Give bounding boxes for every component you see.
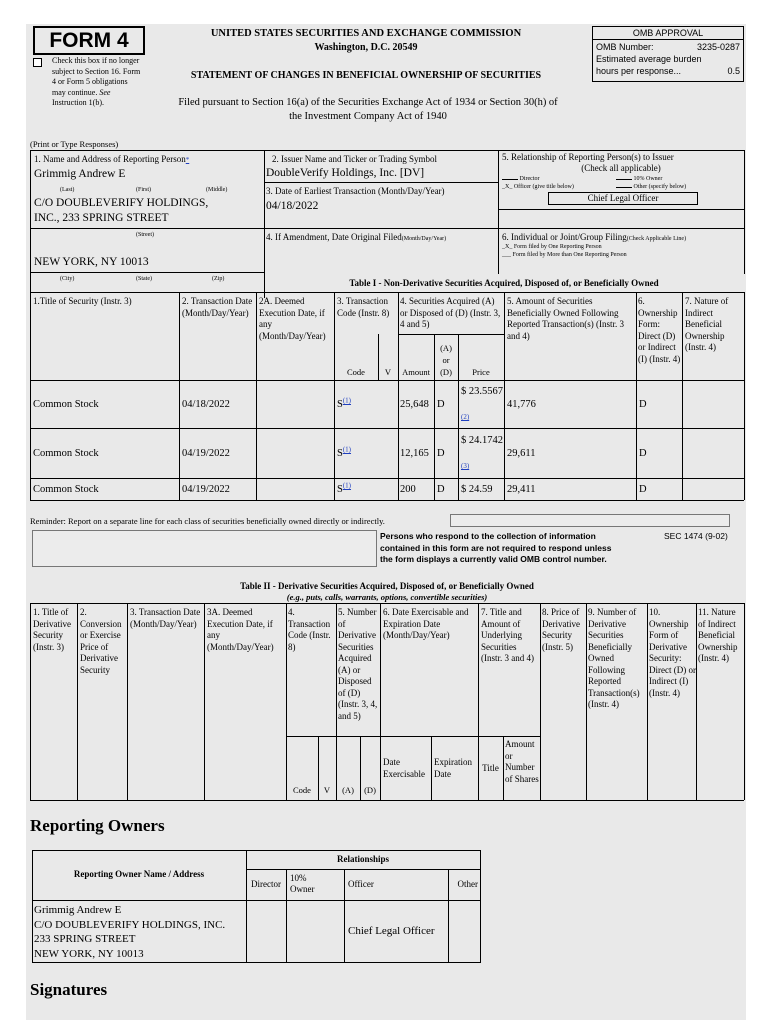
t1-subheader-price: Price xyxy=(472,367,490,377)
t1-row-amount: 12,165 xyxy=(400,448,429,459)
reminder-input-box[interactable] xyxy=(450,514,730,527)
reporting-person-footnote[interactable]: * xyxy=(185,156,190,164)
t2-header-deemed-date: 3A. Deemed Execution Date, if any (Month/Day/Year) xyxy=(207,607,274,652)
director-option: Director xyxy=(502,175,612,183)
t1-header-securities-acquired: 4. Securities Acquired (A) or Disposed of (D) (Instr. 3, 4 and 5) xyxy=(400,296,501,329)
last-caption: (Last) xyxy=(60,187,75,193)
t2-header-conversion: 2. Conversion or Exercise Price of Derivative Security xyxy=(80,607,122,675)
issuer-value: DoubleVerify Holdings, Inc. [DV] xyxy=(266,167,425,179)
t1-row-amount: 200 xyxy=(400,484,416,495)
t2-subheader-code: Code xyxy=(293,785,311,795)
amendment-label: 4. If Amendment, Date Original Filed(Month/Day/Year) xyxy=(266,232,447,242)
t2-header-number-owned: 9. Number of Derivative Securities Beneficially Owned Following Reported Transaction(s) (Instr. 4) xyxy=(588,607,640,709)
t1-header-transaction-date: 2. Transaction Date (Month/Day/Year) xyxy=(182,296,253,318)
reporting-person-name: Grimmig Andrew E xyxy=(34,168,126,180)
t1-row-date: 04/19/2022 xyxy=(182,448,230,459)
officer-title-box: Chief Legal Officer xyxy=(548,192,698,205)
t2-header-transaction-code: 4. Transaction Code (Instr. 8) xyxy=(288,607,331,652)
reminder-text: Reminder: Report on a separate line for each class of securities beneficially owned directly or indirectly. xyxy=(30,516,385,526)
t1-row-date: 04/19/2022 xyxy=(182,484,230,495)
relationship-sub: (Check all applicable) xyxy=(581,163,661,173)
footnote-link[interactable]: (1) xyxy=(342,481,352,490)
filed-pursuant-line2: the Investment Company Act of 1940 xyxy=(289,111,447,122)
owner-line: Grimmig Andrew E xyxy=(34,904,122,916)
t2-subheader-v: V xyxy=(323,785,331,795)
footnote-link[interactable]: (1) xyxy=(342,445,352,454)
agency-name: UNITED STATES SECURITIES AND EXCHANGE COMMISSION xyxy=(210,28,522,39)
director-header: Director xyxy=(251,879,281,889)
t1-header-nature: 7. Nature of Indirect Beneficial Ownership (Instr. 4) xyxy=(685,296,729,352)
earliest-transaction-value: 04/18/2022 xyxy=(266,200,319,212)
officer-option: _X_ Officer (give title below) xyxy=(502,184,574,190)
t1-header-ownership-form: 6. Ownership Form: Direct (D) or Indirect (I) (Instr. 4) xyxy=(638,296,681,364)
t1-row-security: Common Stock xyxy=(33,399,99,410)
t1-header-transaction-code: 3. Transaction Code (Instr. 8) xyxy=(337,296,390,318)
t1-header-title-of-security: 1.Title of Security (Instr. 3) xyxy=(33,296,132,306)
reporting-person-label: 1. Name and Address of Reporting Person* xyxy=(34,154,190,164)
t1-row-ad: D xyxy=(437,399,445,410)
t2-subheader-title: Title xyxy=(482,763,499,773)
t1-row-price: $ 23.5567 xyxy=(461,386,503,397)
filing-type-label: 6. Individual or Joint/Group Filing(Check Applicable Line) xyxy=(502,232,687,242)
form-page xyxy=(26,24,746,1020)
t1-row-code: S$^{(1)}$ xyxy=(337,481,352,495)
owner-name-header: Reporting Owner Name / Address xyxy=(73,869,205,879)
signatures-heading: Signatures xyxy=(30,980,108,999)
earliest-transaction-label: 3. Date of Earliest Transaction (Month/Day/Year) xyxy=(266,186,445,196)
first-caption: (First) xyxy=(136,187,151,193)
middle-caption: (Middle) xyxy=(206,187,228,193)
t2-header-nature: 11. Nature of Indirect Beneficial Ownership (Instr. 4) xyxy=(698,607,738,663)
other-header: Other xyxy=(457,879,478,889)
t2-header-price: 8. Price of Derivative Security (Instr. 5) xyxy=(542,607,580,652)
owner-address xyxy=(34,903,225,961)
price-footnote-link[interactable]: (2) xyxy=(461,413,470,421)
t1-header-deemed-date: 2A. Deemed Execution Date, if any (Month/Day/Year) xyxy=(259,296,326,341)
t1-row-owned: 29,611 xyxy=(507,448,536,459)
t1-row-date: 04/18/2022 xyxy=(182,399,230,410)
omb-number-value: 3235-0287 xyxy=(696,42,740,52)
t2-header-date-exercisable: 6. Date Exercisable and Expiration Date (Month/Day/Year) xyxy=(383,607,469,640)
t1-row-ad: D xyxy=(437,484,445,495)
t2-subheader-expiration: Expiration Date xyxy=(434,757,472,779)
state-caption: (State) xyxy=(136,276,152,282)
t2-header-title: 1. Title of Derivative Security (Instr. 3) xyxy=(33,607,71,652)
t1-row-price: $ 24.59 xyxy=(461,484,493,495)
relationships-header: Relationships xyxy=(336,854,389,864)
t1-row-security: Common Stock xyxy=(33,448,99,459)
sec-form-code: SEC 1474 (9-02) xyxy=(664,531,728,541)
t1-row-ad: D xyxy=(437,448,445,459)
t1-subheader-v: V xyxy=(384,367,392,377)
t2-header-number-derivative: 5. Number of Derivative Securities Acquired (A) or Disposed of (D) (Instr. 3, 4, and 5) xyxy=(338,607,378,721)
address-line1: C/O DOUBLEVERIFY HOLDINGS, xyxy=(34,197,209,209)
address-line2: INC., 233 SPRING STREET xyxy=(34,212,169,224)
price-footnote-link[interactable]: (3) xyxy=(461,462,470,470)
t1-subheader-code: Code xyxy=(347,367,365,377)
t2-subheader-d: (D) xyxy=(364,785,376,795)
filing-option-one: _X_ Form filed by One Reporting Person xyxy=(502,244,602,250)
t1-row-owned: 41,776 xyxy=(507,399,536,410)
reminder-blank-box xyxy=(32,530,377,567)
t2-subheader-date-exercisable: Date Exercisable xyxy=(383,757,425,779)
omb-notice: Persons who respond to the collection of information contained in this form are not required to respond unless the form displays a currently valid OMB control number. xyxy=(380,531,612,564)
owner-line: C/O DOUBLEVERIFY HOLDINGS, INC. xyxy=(34,918,226,931)
t1-row-security: Common Stock xyxy=(33,484,99,495)
owner-line: 233 SPRING STREET xyxy=(34,933,136,945)
t2-subheader-a: (A) xyxy=(342,785,354,795)
zip-caption: (Zip) xyxy=(212,276,225,282)
street-caption: (Street) xyxy=(136,232,154,238)
t2-subheader-amount: Amount or Number of Shares xyxy=(505,739,539,784)
form-title: FORM 4 xyxy=(49,29,129,52)
footnote-link[interactable]: (1) xyxy=(342,396,352,405)
omb-burden-label: Estimated average burden xyxy=(596,54,702,64)
ten-pct-header: 10% Owner xyxy=(290,873,315,894)
t1-row-form: D xyxy=(639,484,647,495)
filing-option-more: ___ Form filed by More than One Reporting Person xyxy=(502,252,627,258)
filed-pursuant-line1: Filed pursuant to Section 16(a) of the Securities Exchange Act of 1934 or Section 30(h) of xyxy=(178,97,558,108)
t2-header-transaction-date: 3. Transaction Date (Month/Day/Year) xyxy=(130,607,201,629)
t1-subheader-amount: Amount xyxy=(402,367,430,377)
checkbox-text: Check this box if no longer subject to Section 16. Form 4 or Form 5 obligations may continue. See Instruction 1(b). xyxy=(52,56,141,107)
t2-header-title-amount: 7. Title and Amount of Underlying Securities (Instr. 3 and 4) xyxy=(481,607,534,663)
other-option: Other (specify below) xyxy=(616,183,736,191)
table2-title: Table II - Derivative Securities Acquired, Disposed of, or Beneficially Owned xyxy=(240,581,534,591)
t1-row-code: S$^{(1)}$ xyxy=(337,445,352,459)
statement-title: STATEMENT OF CHANGES IN BENEFICIAL OWNERSHIP OF SECURITIES xyxy=(190,70,542,81)
omb-hours-value: 0.5 xyxy=(727,66,740,76)
agency-city: Washington, D.C. 20549 xyxy=(314,42,418,53)
t1-row-owned: 29,411 xyxy=(507,484,536,495)
t1-subheader-ad: (A) or (D) xyxy=(440,343,452,377)
owner-line: NEW YORK, NY 10013 xyxy=(34,947,144,960)
t1-row-price: $ 24.1742 xyxy=(461,435,503,446)
city-state-zip: NEW YORK, NY 10013 xyxy=(34,256,149,268)
relationship-label: 5. Relationship of Reporting Person(s) to Issuer xyxy=(502,152,674,162)
issuer-label: 2. Issuer Name and Ticker or Trading Symbol xyxy=(272,154,437,164)
ten-pct-option: 10% Owner xyxy=(616,175,736,183)
no-longer-subject-checkbox[interactable] xyxy=(33,58,42,67)
t1-row-amount: 25,648 xyxy=(400,399,429,410)
t1-row-code: S$^{(1)}$ xyxy=(337,396,352,410)
officer-header: Officer xyxy=(348,879,374,889)
t1-row-form: D xyxy=(639,399,647,410)
city-caption: (City) xyxy=(60,276,75,282)
owner-officer-title: Chief Legal Officer xyxy=(348,925,435,937)
omb-title: OMB APPROVAL xyxy=(593,27,743,40)
omb-hours-label: hours per response... xyxy=(596,66,682,76)
t2-header-ownership-form: 10. Ownership Form of Derivative Security: Direct (D) or Indirect (I) (Instr. 4) xyxy=(649,607,696,698)
t1-header-amount-owned: 5. Amount of Securities Beneficially Owned Following Reported Transaction(s) (Instr. 3 and 4) xyxy=(507,296,624,341)
table2-subtitle: (e.g., puts, calls, warrants, options, convertible securities) xyxy=(286,592,488,602)
reporting-owners-heading: Reporting Owners xyxy=(30,816,165,835)
t1-row-form: D xyxy=(639,448,647,459)
print-type-note: (Print or Type Responses) xyxy=(30,139,119,149)
form-title-box xyxy=(33,26,145,55)
omb-approval-box xyxy=(592,26,744,82)
table1-title: Table I - Non-Derivative Securities Acquired, Disposed of, or Beneficially Owned xyxy=(349,278,659,288)
omb-number-label: OMB Number: xyxy=(596,42,654,52)
